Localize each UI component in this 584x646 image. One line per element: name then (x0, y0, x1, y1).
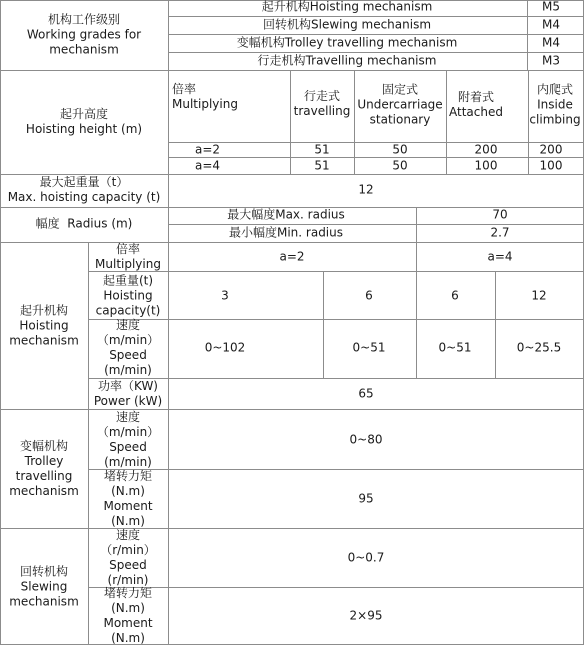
grade-row-slewing-mechanism (263, 18, 431, 33)
grade-row-en: Slewing mechanism (310, 17, 432, 32)
slewing-mechanism-label: 回转机构 Slewing mechanism (9, 564, 79, 609)
height-row-a4-inside: 100 (539, 158, 563, 173)
trolley-moment-value: 95 (358, 491, 374, 506)
max-radius-value: 70 (492, 207, 508, 222)
grade-row-zh: 行走机构 (257, 53, 306, 68)
grade-row-zh: 起升机构 (261, 0, 310, 14)
header-attached: 附着式 Attached (449, 90, 503, 119)
trolley-speed-label: 速度 （m/min） Speed (m/min) (96, 410, 160, 469)
working-grades-label-en: Working grades for mechanism (26, 27, 142, 57)
max-capacity-label: 最大起重量（t） Max. hoisting capacity (t) (7, 175, 161, 204)
height-row-a2-multiplying: a=2 (195, 142, 221, 157)
hoisting-speed-value-2: 0~51 (352, 340, 386, 355)
min-radius-value: 2.7 (490, 225, 510, 240)
hoisting-height-label: 起升高度 Hoisting height (m) (25, 107, 143, 136)
hoisting-mult-a2: a=2 (279, 249, 305, 264)
hoisting-mult-a4: a=4 (487, 249, 513, 264)
grade-row-trolley-mechanism (237, 36, 458, 51)
hoisting-mechanism-label: 起升机构 Hoisting mechanism (9, 303, 79, 348)
height-row-a4-travelling: 51 (314, 158, 330, 173)
max-capacity-value: 12 (358, 182, 374, 197)
grade-value-slewing: M4 (542, 17, 560, 32)
height-row-a2-attached: 200 (474, 142, 498, 157)
hoisting-capacity-value-1: 3 (221, 288, 229, 303)
trolley-moment-label: 堵转力矩 (N.m) Moment (N.m) (103, 469, 153, 528)
grade-row-hoisting-mechanism (262, 0, 433, 15)
working-grades-label-zh: 机构工作级别 (47, 12, 121, 27)
hoisting-capacity-value-3: 6 (451, 288, 459, 303)
hoisting-power-value: 65 (358, 386, 374, 401)
min-radius-label: 最小幅度Min. radius (228, 225, 344, 240)
slewing-speed-label: 速度 （r/min） Speed (r/min) (100, 528, 156, 587)
slewing-moment-label: 堵转力矩 (N.m) Moment (N.m) (103, 586, 153, 645)
hoisting-speed-label: 速度 （m/min） Speed (m/min) (96, 318, 160, 377)
grade-row-en: Hoisting mechanism (309, 0, 433, 14)
radius-label: 幅度 Radius (m) (35, 216, 133, 231)
hoisting-capacity-value-4: 12 (531, 288, 547, 303)
working-grades-label (27, 13, 141, 58)
grade-row-travelling-mechanism (258, 54, 437, 69)
height-row-a4-multiplying: a=4 (195, 158, 221, 173)
grade-row-en: Trolley travelling mechanism (284, 35, 458, 50)
hoisting-speed-value-1: 0~102 (204, 340, 246, 355)
hoisting-multiplying-label: 倍率 Multiplying (95, 242, 161, 271)
slewing-moment-value: 2×95 (349, 608, 383, 623)
height-row-a2-stationary: 50 (392, 142, 408, 157)
header-undercarriage-stationary: 固定式 Undercarriage stationary (357, 82, 443, 127)
hoisting-speed-value-4: 0~25.5 (516, 340, 562, 355)
hoisting-speed-value-3: 0~51 (438, 340, 472, 355)
trolley-speed-value: 0~80 (349, 432, 383, 447)
header-travelling: 行走式 travelling (293, 89, 351, 118)
header-multiplying: 倍率 Multiplying (172, 82, 238, 111)
hoisting-capacity-value-2: 6 (365, 288, 373, 303)
height-row-a4-stationary: 50 (392, 158, 408, 173)
hoisting-capacity-label: 起重量(t) Hoisting capacity(t) (95, 273, 161, 318)
height-row-a2-inside: 200 (539, 142, 563, 157)
grade-value-travelling: M3 (542, 53, 560, 68)
grade-row-en: Travelling mechanism (305, 53, 437, 68)
grade-row-zh: 变幅机构 (236, 35, 285, 50)
trolley-mechanism-label: 变幅机构 Trolley travelling mechanism (9, 439, 79, 498)
grade-row-zh: 回转机构 (262, 17, 311, 32)
hoisting-power-label: 功率（KW) Power (kW) (93, 379, 163, 408)
grade-value-trolley: M4 (542, 35, 560, 50)
max-radius-label: 最大幅度Max. radius (227, 207, 345, 222)
height-row-a4-attached: 100 (474, 158, 498, 173)
header-inside-climbing: 内爬式 Inside climbing (529, 82, 581, 127)
slewing-speed-value: 0~0.7 (347, 550, 385, 565)
grade-value-hoisting: M5 (542, 0, 560, 14)
height-row-a2-travelling: 51 (314, 142, 330, 157)
